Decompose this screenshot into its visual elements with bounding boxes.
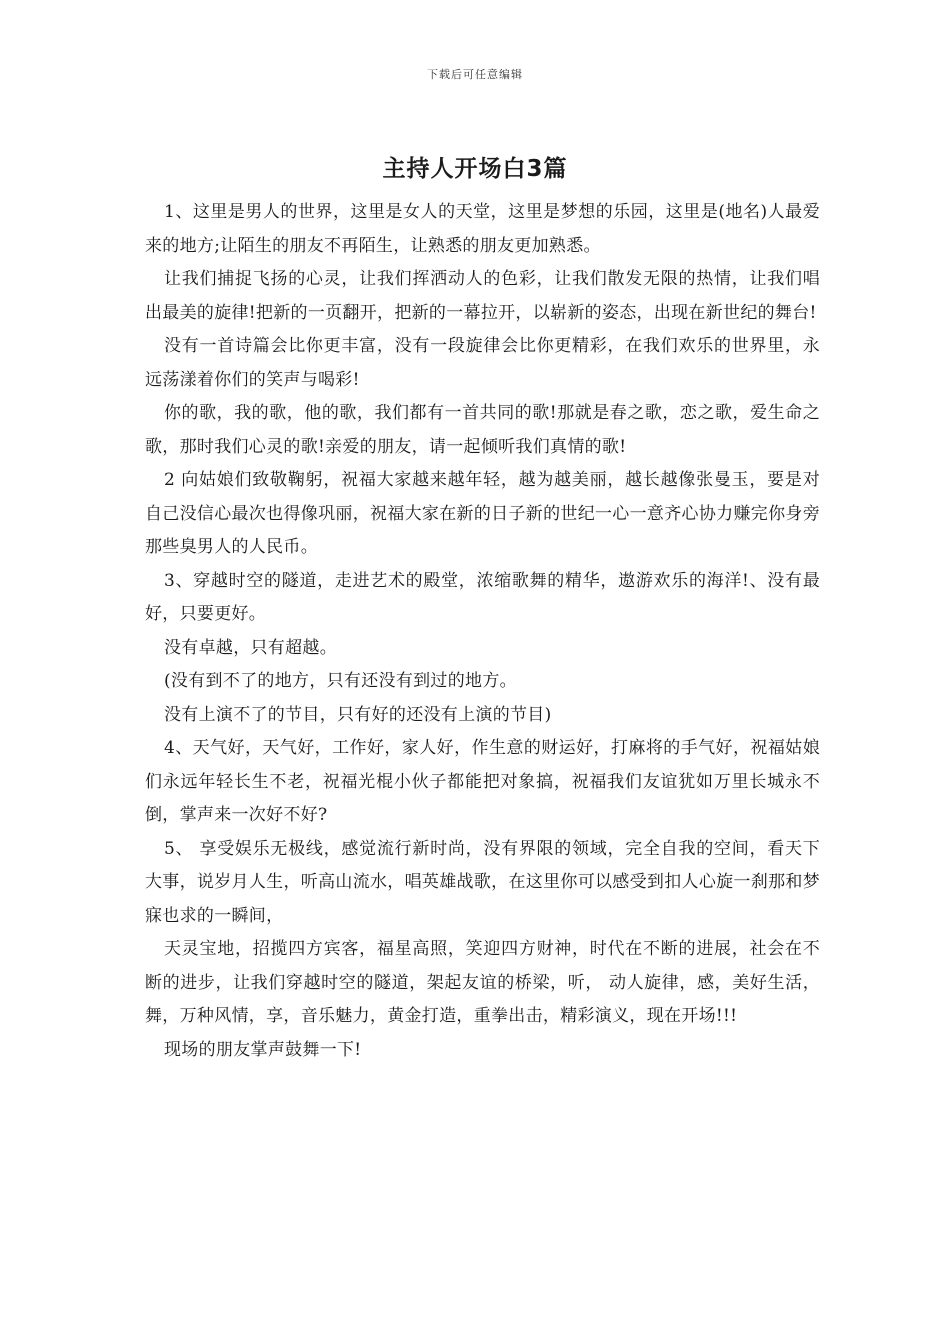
paragraph: 没有上演不了的节目，只有好的还没有上演的节目) xyxy=(164,704,552,725)
paragraph: 没有一首诗篇会比你更丰富，没有一段旋律会比你更精彩，在我们欢乐的世界里，永远荡漾着你们的笑声与喝彩! xyxy=(145,336,820,390)
document-body xyxy=(145,196,820,1067)
paragraph: 让我们捕捉飞扬的心灵，让我们挥洒动人的色彩，让我们散发无限的热情，让我们唱出最美的旋律!把新的一页翻开，把新的一幕拉开，以崭新的姿态，出现在新世纪的舞台! xyxy=(145,269,820,323)
paragraph: 2 向姑娘们致敬鞠躬，祝福大家越来越年轻，越为越美丽，越长越像张曼玉，要是对自己没信心最次也得像巩丽，祝福大家在新的日子新的世纪一心一意齐心协力赚完你身旁那些臭男人的人民币。 xyxy=(145,470,820,557)
paragraph: 5、 享受娱乐无极线，感觉流行新时尚，没有界限的领域，完全自我的空间，看天下大事，说岁月人生，听高山流水，唱英雄战歌，在这里你可以感受到扣人心旋一刹那和梦寐也求的一瞬间， xyxy=(145,838,820,926)
paragraph: 天灵宝地，招揽四方宾客，福星高照，笑迎四方财神，时代在不断的进展，社会在不断的进步，让我们穿越时空的隧道，架起友谊的桥梁，听， 动人旋律，感，美好生活，舞，万种风情，享，音乐魅力，黄金打造，重拳出击，精彩演义，现在开场!!! xyxy=(145,939,820,1026)
document-title: 主持人开场白3篇 xyxy=(382,156,568,182)
paragraph: 4、天气好，天气好，工作好，家人好，作生意的财运好，打麻将的手气好，祝福姑娘们永远年轻长生不老，祝福光棍小伙子都能把对象搞，祝福我们友谊犹如万里长城永不倒，掌声来一次好不好? xyxy=(145,738,820,825)
header-note: 下载后可任意编辑 xyxy=(427,68,523,81)
paragraph: 没有卓越，只有超越。 xyxy=(164,637,337,658)
paragraph: 现场的朋友掌声鼓舞一下! xyxy=(164,1039,362,1060)
paragraph: (没有到不了的地方，只有还没有到过的地方。 xyxy=(164,671,517,691)
paragraph: 你的歌，我的歌，他的歌，我们都有一首共同的歌!那就是春之歌，恋之歌，爱生命之歌，那时我们心灵的歌!亲爱的朋友，请一起倾听我们真情的歌! xyxy=(145,403,820,457)
paragraph: 3、穿越时空的隧道，走进艺术的殿堂，浓缩歌舞的精华，遨游欢乐的海洋!、没有最好，只要更好。 xyxy=(145,570,820,624)
paragraph: 1、这里是男人的世界，这里是女人的天堂，这里是梦想的乐园，这里是(地名)人最爱来的地方;让陌生的朋友不再陌生，让熟悉的朋友更加熟悉。 xyxy=(145,202,820,256)
